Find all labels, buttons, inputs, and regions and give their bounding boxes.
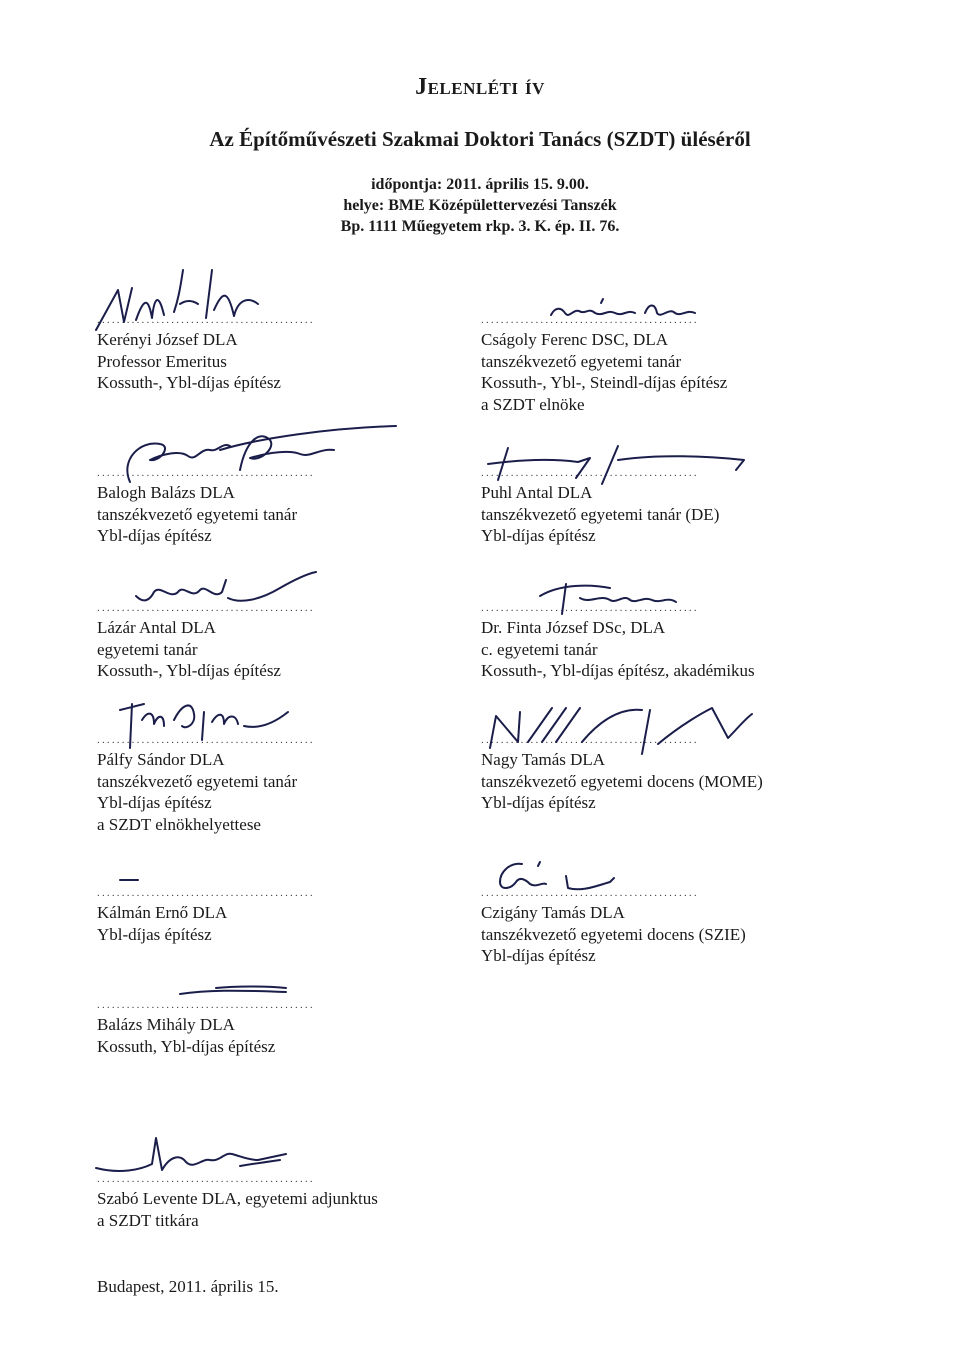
signer-title: Professor Emeritus (97, 351, 227, 371)
signer-title: tanszékvezető egyetemi tanár (DE) (481, 504, 720, 524)
signature-line: ............................................ (97, 887, 315, 899)
signature-balogh (100, 420, 400, 490)
signature-kerenyi (88, 260, 288, 350)
signature-lazar (130, 570, 330, 610)
signer-name: Dr. Finta József DSc, DLA (481, 618, 666, 637)
signer-title: tanszékvezető egyetemi docens (SZIE) (481, 924, 746, 944)
signature-puhl (478, 440, 768, 490)
signer-award: Ybl-díjas építész (97, 793, 212, 812)
signer-award: Kossuth-, Ybl-díjas építész, akadémikus (481, 661, 755, 680)
signer-block-lazar (97, 601, 315, 682)
signer-award: Kossuth-, Ybl-díjas építész (97, 373, 281, 392)
signer-block-csagoly (481, 313, 727, 415)
signer-name: Nagy Tamás DLA (481, 750, 606, 769)
signer-name: Balogh Balázs DLA (97, 483, 235, 502)
signer-award: Ybl-díjas építész (97, 526, 212, 545)
signature-czigany (486, 856, 656, 896)
signature-line: ............................................ (97, 734, 315, 746)
signer-title: tanszékvezető egyetemi docens (MOME) (481, 771, 763, 791)
meeting-date: időpontja: 2011. április 15. 9.00. (371, 176, 589, 193)
signature-palfy (112, 690, 302, 750)
signer-award: Ybl-díjas építész (97, 924, 212, 944)
signer-title: c. egyetemi tanár (481, 639, 598, 659)
signer-award: Ybl-díjas építész (481, 793, 596, 812)
signature-kalman (112, 870, 152, 890)
signer-role: a SZDT elnöke (481, 394, 585, 414)
signature-line: ............................................ (97, 467, 315, 479)
signer-title: tanszékvezető egyetemi tanár (97, 504, 298, 524)
signer-role: a SZDT elnökhelyettese (97, 814, 261, 834)
signature-finta (520, 578, 720, 618)
signer-award: Ybl-díjas építész (481, 526, 596, 545)
signature-line: ............................................ (97, 314, 315, 326)
signature-szabo (90, 1130, 300, 1190)
signature-balazs (176, 982, 296, 1002)
signer-award: Kossuth-, Ybl-díjas építész (97, 661, 281, 680)
signature-csagoly (545, 295, 725, 325)
signer-block-balazs (97, 998, 315, 1057)
signature-nagy (482, 698, 762, 758)
signer-award: Ybl-díjas építész (481, 946, 596, 965)
meeting-place: helye: BME Középülettervezési Tanszék (343, 197, 617, 214)
signer-title: tanszékvezető egyetemi tanár (481, 351, 682, 371)
signer-title: tanszékvezető egyetemi tanár (97, 771, 298, 791)
signature-line: ............................................ (481, 602, 699, 614)
signature-line: ............................................ (481, 734, 699, 746)
signature-line: ............................................ (481, 887, 699, 899)
signature-line: ............................................ (481, 467, 699, 479)
signer-block-kalman (97, 886, 315, 945)
signer-title: egyetemi tanár (97, 639, 198, 659)
signer-name: Cságoly Ferenc DSC, DLA (481, 330, 668, 349)
signer-name: Szabó Levente DLA, egyetemi adjunktus (97, 1189, 378, 1208)
signer-name: Lázár Antal DLA (97, 618, 216, 637)
signature-line: ............................................ (481, 314, 699, 326)
meeting-details (0, 174, 960, 237)
signer-award: Kossuth, Ybl-díjas építész (97, 1036, 276, 1056)
place-and-date: Budapest, 2011. április 15. (97, 1277, 279, 1296)
signer-block-czigany (481, 886, 746, 967)
signer-name: Kerényi József DLA (97, 330, 238, 349)
document-title: Jelenléti ív (415, 74, 545, 100)
meeting-address: Bp. 1111 Műegyetem rkp. 3. K. ép. II. 76. (340, 218, 620, 235)
signer-name: Czigány Tamás DLA (481, 903, 625, 922)
document-subtitle: Az Építőművészeti Szakmai Doktori Tanács (SZDT) üléséről (209, 127, 751, 151)
signer-name: Puhl Antal DLA (481, 483, 593, 502)
signature-line: ............................................ (97, 999, 315, 1011)
signature-line: ............................................ (97, 602, 315, 614)
signer-name: Kálmán Ernő DLA (97, 903, 228, 922)
signer-name: Pálfy Sándor DLA (97, 750, 225, 769)
signature-line: ............................................ (97, 1173, 315, 1185)
signer-role: a SZDT titkára (97, 1210, 199, 1230)
signer-award: Kossuth-, Ybl-, Steindl-díjas építész (481, 373, 728, 392)
signer-name: Balázs Mihály DLA (97, 1015, 235, 1034)
